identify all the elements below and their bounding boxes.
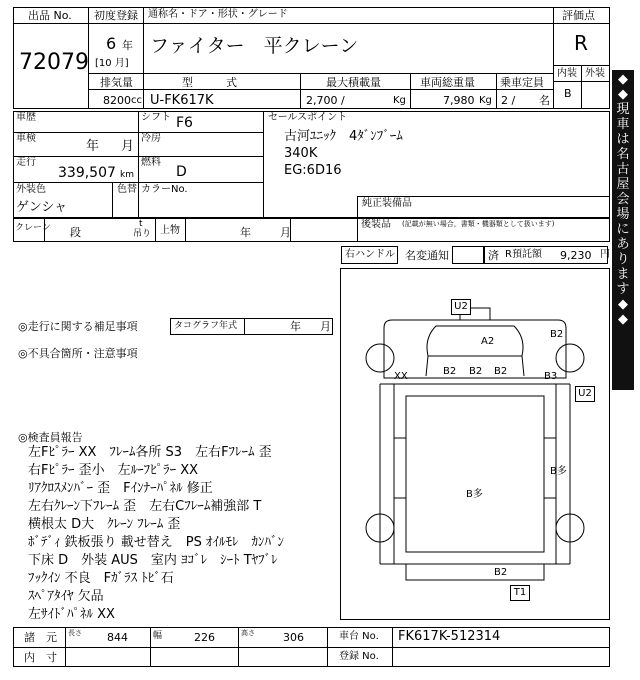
color-change-label: 色替	[117, 184, 137, 195]
recycle-amount: 9,230	[560, 249, 592, 262]
sales-point-line-3: EG:6D16	[284, 163, 342, 178]
dmg-b3: B3	[544, 371, 558, 382]
dmg-u2-side: U2	[575, 386, 595, 402]
col-divider-4	[410, 73, 411, 109]
interior-grade-label: 内装	[557, 68, 577, 79]
length-label: 長さ	[68, 629, 82, 637]
interior-grade: B	[564, 87, 572, 100]
fuel-value: D	[176, 164, 187, 180]
inspector-line-2: 右Fﾋﾟﾗｰ 歪小 左ﾙｰﾌﾋﾟﾗｰ XX	[28, 463, 199, 478]
inspector-line-3: ﾘｱｸﾛｽﾒﾝﾊﾞｰ 歪 Fｲﾝﾅｰﾊﾟﾈﾙ 修正	[28, 481, 213, 496]
crane-divider-5	[357, 218, 358, 242]
capacity-unit: 名	[539, 94, 550, 107]
crane-month: 月	[280, 226, 291, 239]
lot-no-label: 出品 No.	[28, 9, 72, 22]
col-divider-3	[300, 73, 301, 109]
info-divider-1	[138, 111, 139, 218]
dims-label: 諸 元	[24, 631, 57, 644]
mileage-label: 走行	[16, 157, 36, 168]
inspector-line-7: 下床 D 外装 AUS 室内 ﾖｺﾞﾚ ｼｰﾄ Tﾔﾌﾞﾚ	[28, 553, 278, 568]
kg-unit-2: Kg	[479, 95, 492, 106]
crane-stage: 段	[70, 226, 81, 239]
sales-point-line-1: 古河ﾕﾆｯｸ 4ﾀﾞﾝﾌﾞｰﾑ	[284, 129, 403, 144]
inspector-line-5: 横根太 D大 ｸﾚｰﾝ ﾌﾚｰﾑ 歪	[28, 517, 181, 532]
info-row-3	[13, 182, 263, 183]
footer-row-divider	[13, 647, 610, 648]
inspector-line-6: ﾎﾞﾃﾞｨ 鉄板張り 載せ替え PS ｵｲﾙﾓﾚ ｶﾝﾊﾞﾝ	[28, 535, 284, 550]
inspection-label: 車検	[16, 133, 36, 144]
gross-weight-label: 車両総重量	[420, 76, 475, 89]
displacement-value: 8200	[103, 94, 131, 107]
front-left-wheel	[366, 344, 394, 372]
dmg-b-many-bed: B多	[466, 489, 483, 500]
rating-value: R	[574, 31, 588, 55]
supplement-label: ◎走行に関する補足事項	[18, 320, 138, 333]
col-divider-5	[496, 73, 497, 109]
inspector-line-9: ｽﾍﾟｱﾀｲﾔ 欠品	[28, 589, 104, 604]
capacity-label: 乗車定員	[500, 76, 544, 89]
defects-label: ◎不具合箇所・注意事項	[18, 347, 138, 360]
info-divider-2	[263, 111, 264, 218]
width-label: 幅	[153, 631, 163, 641]
crane-upper-label: 上物	[160, 225, 180, 236]
windshield	[427, 326, 523, 356]
tachograph-divider	[244, 318, 245, 335]
exterior-grade-label: 外装	[585, 68, 605, 79]
footer-v2	[150, 627, 151, 667]
color-value: ゲンシャ	[16, 200, 68, 215]
rating-label: 評価点	[562, 9, 595, 22]
gross-weight-value: 7,980	[443, 94, 475, 107]
interior-dims-label: 内 寸	[24, 651, 57, 664]
model-label: 型 式	[182, 76, 237, 89]
kg-unit-1: Kg	[393, 95, 406, 106]
chassis-label: 車台 No.	[339, 631, 379, 642]
rating-divider-v	[581, 65, 582, 109]
name-change-label: 名変通知	[405, 249, 449, 262]
crane-divider-3	[185, 218, 186, 242]
aftermarket-note: (記載が無い場合，書類・機器類として扱います)	[402, 220, 555, 228]
name-label: 通称名・ドア・形状・グレード	[148, 9, 288, 20]
fuel-label: 燃料	[141, 157, 161, 168]
location-banner-text: ◆◆現車は名古屋会場にあります◆◆	[616, 72, 630, 327]
displacement-label: 排気量	[100, 76, 133, 89]
col-divider-2	[143, 7, 144, 109]
bed-side-left	[380, 384, 394, 564]
width-value: 226	[194, 631, 215, 644]
dmg-b2-a: B2	[443, 366, 457, 377]
spec-divider-mid	[88, 89, 553, 90]
location-banner	[612, 70, 634, 390]
vehicle-name: ファイター 平クレーン	[150, 35, 359, 57]
inspector-line-8: ﾌｯｸｲﾝ 不良 Fｶﾞﾗｽ ﾄﾋﾞ石	[28, 571, 174, 586]
chassis-value: FK617K-512314	[398, 629, 501, 644]
shift-label: シフト	[141, 112, 171, 123]
crane-label: クレーン	[15, 223, 51, 233]
lot-no: 72079	[19, 50, 89, 75]
first-reg-year: 6	[106, 34, 117, 53]
equipment-divider-v	[357, 196, 358, 218]
footer-v1	[65, 627, 66, 667]
spec-divider-top	[88, 73, 553, 74]
aftermarket-label: 後装品	[361, 219, 391, 230]
dmg-xx: XX	[394, 371, 408, 382]
tailgate	[406, 564, 544, 580]
tachograph-month: 月	[320, 320, 331, 333]
dmg-b2-c: B2	[494, 366, 508, 377]
footer-v5	[392, 627, 393, 667]
model-value: U-FK617K	[150, 93, 214, 108]
name-change-box	[452, 246, 484, 264]
color-label: 外装色	[16, 184, 46, 195]
history-label: 車歴	[16, 112, 36, 123]
steering-value: 右ハンドル	[345, 249, 395, 260]
info-divider-color	[112, 182, 113, 218]
truck-diagram	[340, 268, 610, 620]
crane-divider-2	[155, 218, 156, 242]
cc-unit: cc	[131, 95, 142, 106]
inspection-year: 年	[86, 139, 100, 154]
year-unit: 年	[122, 39, 133, 52]
rating-divider-1	[553, 23, 610, 24]
footer-v3	[238, 627, 239, 667]
inspector-line-1: 左Fﾋﾟﾗｰ XX ﾌﾚｰﾑ各所 S3 左右Fﾌﾚｰﾑ 歪	[28, 445, 272, 460]
km-unit: km	[120, 170, 134, 180]
info-row-1	[13, 132, 263, 133]
dmg-a2: A2	[481, 336, 495, 347]
crane-hook: 吊り	[133, 229, 152, 239]
dmg-b-many-right: B多	[550, 466, 567, 477]
mileage-value: 339,507	[58, 165, 116, 181]
inspection-month: 月	[121, 139, 135, 154]
dmg-b2-b: B2	[469, 366, 483, 377]
shift-value: F6	[176, 115, 193, 131]
crane-year: 年	[240, 226, 251, 239]
footer-v4	[327, 627, 328, 667]
first-reg-label: 初度登録	[94, 9, 138, 22]
dmg-b2-bottom: B2	[494, 567, 508, 578]
dmg-b2-right: B2	[550, 329, 564, 340]
bed-floor	[406, 396, 544, 552]
crane-t: t	[139, 219, 143, 229]
ac-label: 冷房	[141, 133, 161, 144]
equipment-divider	[357, 196, 610, 197]
dmg-t1: T1	[510, 585, 530, 601]
capacity-value: 2 /	[501, 94, 516, 107]
yen-unit: 円	[600, 249, 610, 260]
first-reg-month: [10 月]	[95, 58, 129, 69]
height-value: 306	[283, 631, 304, 644]
info-row-2	[13, 156, 263, 157]
dmg-u2-top: U2	[451, 299, 471, 315]
max-load-value: 2,700 /	[306, 94, 345, 107]
inspector-line-4: 左右ｸﾚｰﾝ下ﾌﾚｰﾑ 歪 左右Cﾌﾚｰﾑ補強部 T	[28, 499, 262, 514]
sales-point-line-2: 340K	[284, 146, 318, 161]
length-value: 844	[107, 631, 128, 644]
inspector-label: ◎検査員報告	[18, 431, 83, 444]
header-divider	[13, 23, 553, 24]
recycle-status: 済	[488, 249, 499, 262]
tachograph-year: 年	[290, 320, 301, 333]
front-right-wheel	[556, 344, 584, 372]
height-label: 高さ	[241, 629, 255, 637]
recycle-deposit-label: R預託額	[505, 249, 542, 260]
cargo-bed	[394, 384, 556, 564]
inspector-line-10: 左ｻｲﾄﾞﾊﾟﾈﾙ XX	[28, 607, 115, 622]
color-no-label: カラーNo.	[141, 184, 188, 195]
max-load-label: 最大積載量	[326, 76, 381, 89]
tachograph-label: タコグラフ年式	[174, 321, 238, 331]
sales-point-label: セールスポイント	[268, 112, 348, 123]
genuine-equipment-label: 純正装備品	[362, 198, 412, 209]
registration-label: 登録 No.	[339, 651, 379, 662]
